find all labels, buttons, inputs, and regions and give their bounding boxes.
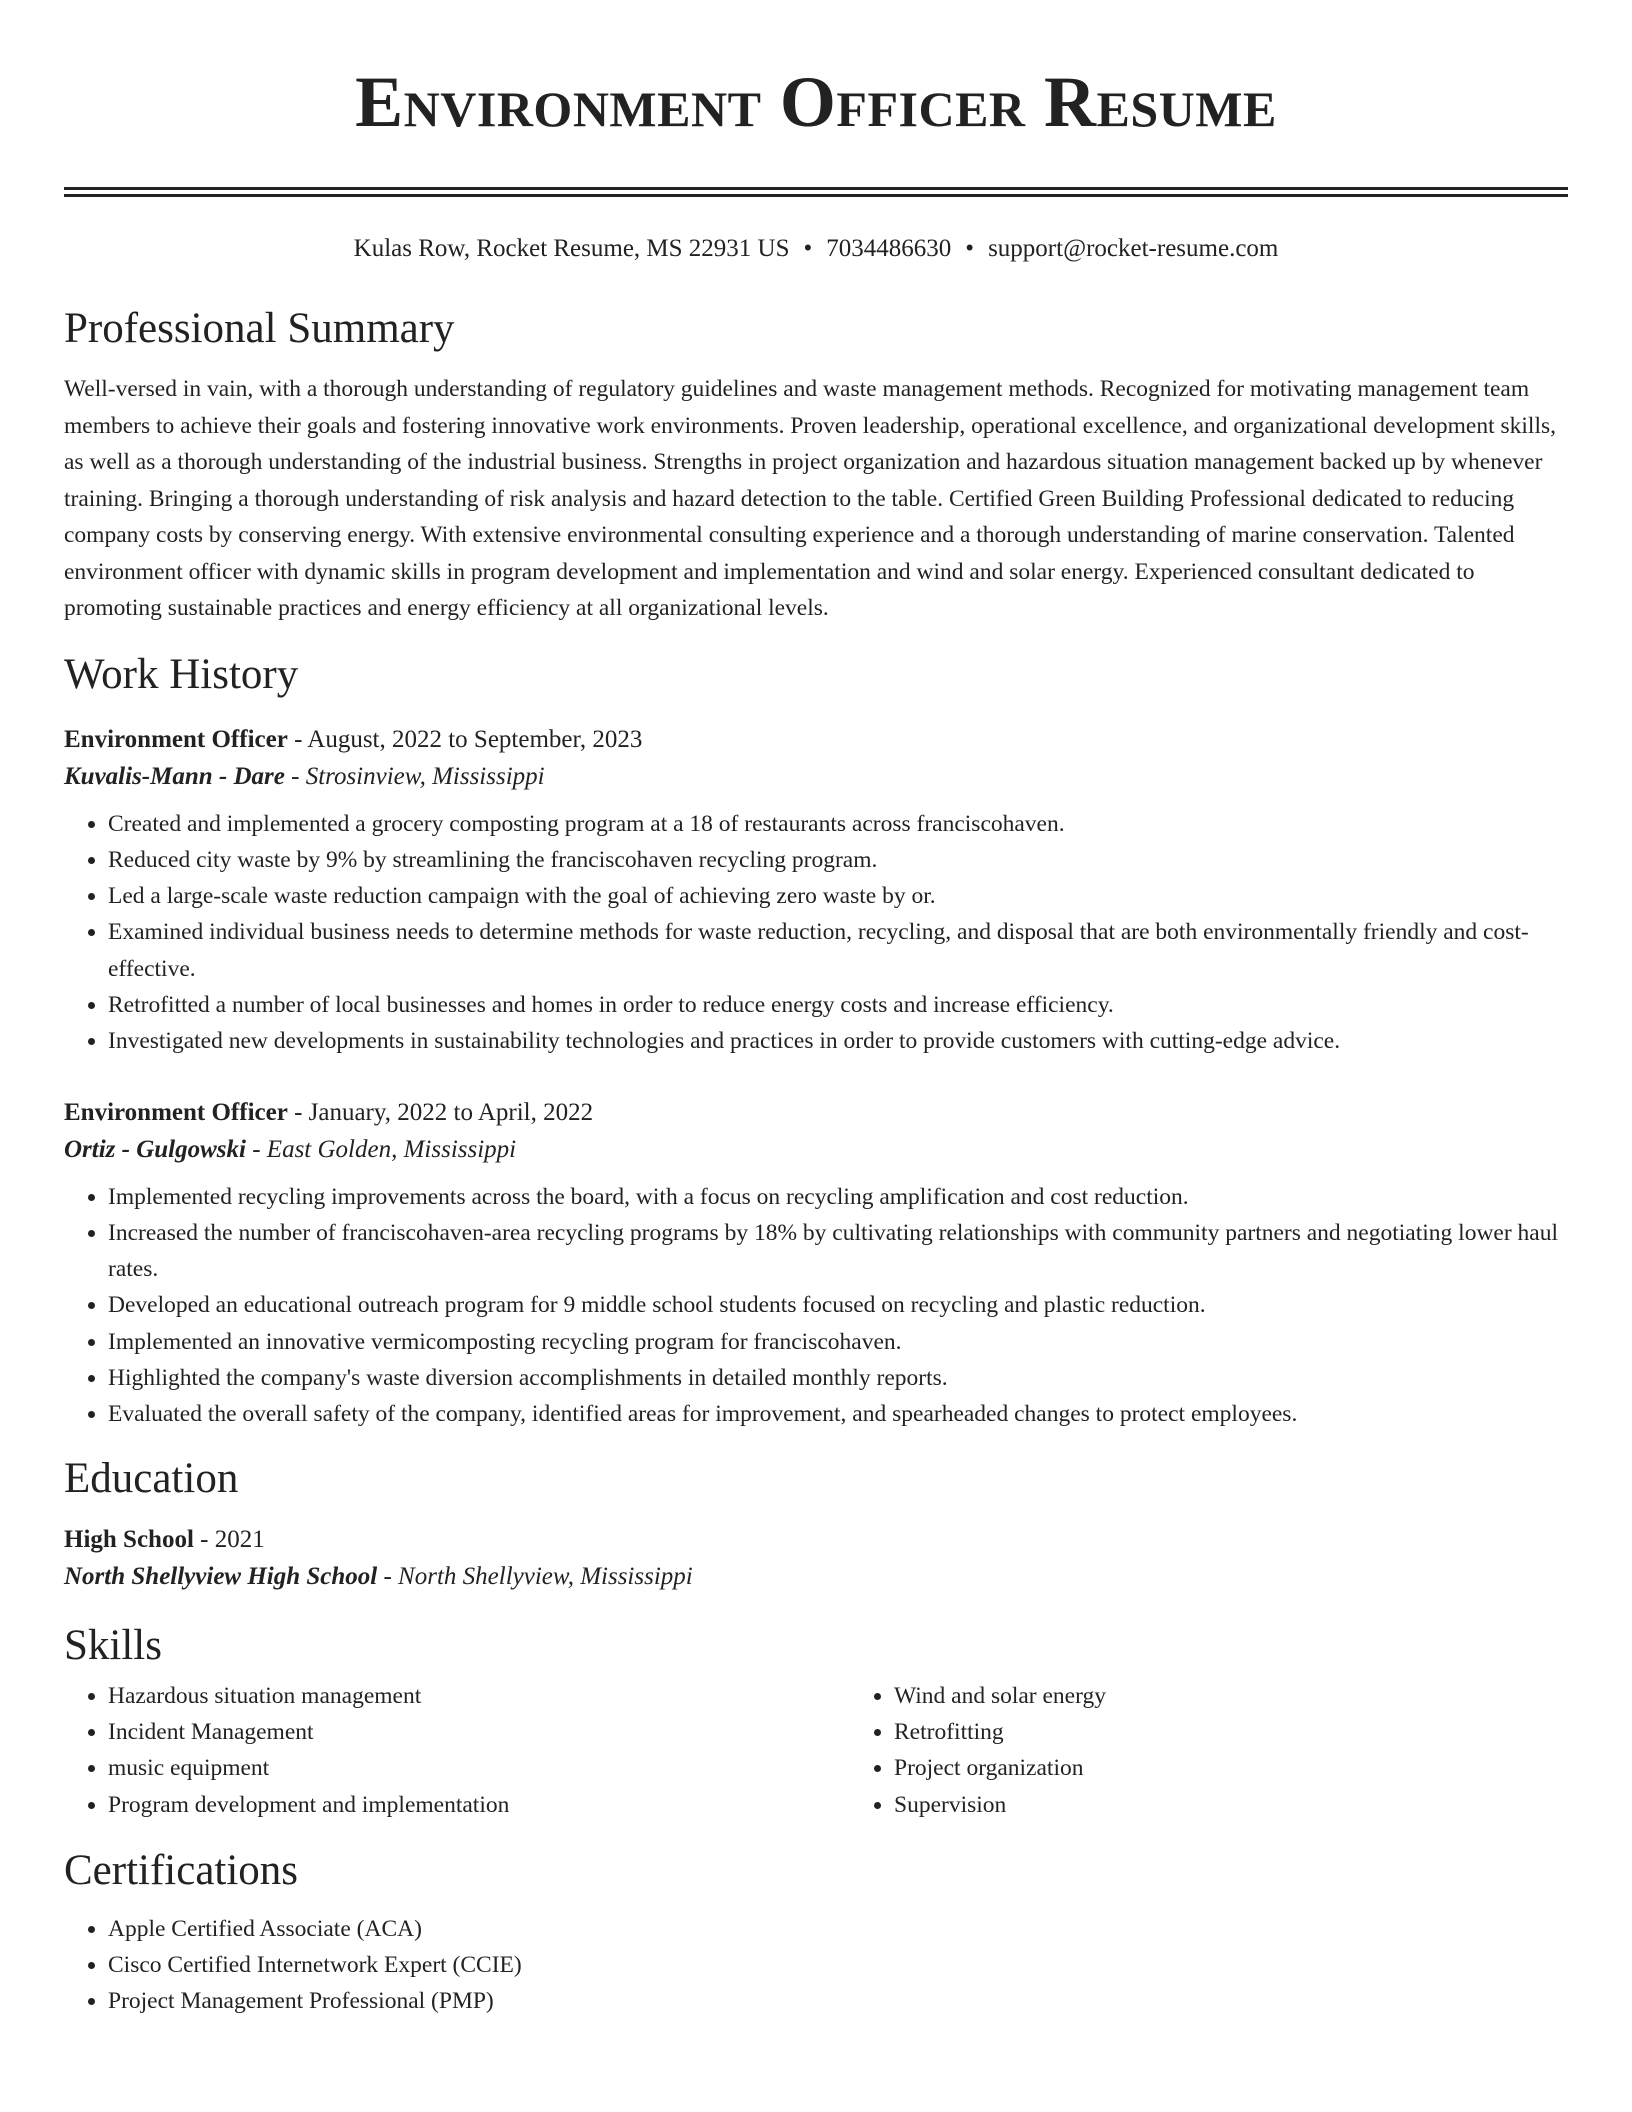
job-bullet: • Increased the number of franciscohaven-area recycling programs by 18% by cultivating relationships with community partners and negotiating lower haul rates. (108, 1215, 1568, 1288)
resume-title: Environment Officer Resume (355, 62, 1277, 142)
education-heading: Education (64, 1454, 239, 1502)
job-company: Ortiz - Gulgowski (64, 1135, 246, 1163)
education-school: North Shellyview High School (64, 1562, 378, 1590)
skill-item: • Incident Management (108, 1714, 850, 1750)
contact-line (64, 233, 1568, 265)
summary-heading: Professional Summary (64, 305, 455, 352)
job-entry (64, 1094, 1568, 1433)
education-degree-line (64, 1521, 1568, 1558)
job-bullets (64, 806, 1568, 1060)
certifications-heading: Certifications (64, 1846, 299, 1894)
title-divider (64, 187, 1568, 197)
job-bullet: • Examined individual business needs to determine methods for waste reduction, recycling, and disposal that are both environmentally friendly and cost-effective. (108, 914, 1568, 987)
job-dates: - August, 2022 to September, 2023 (287, 725, 643, 753)
certifications-list (64, 1911, 1568, 2020)
summary-text: Well-versed in vain, with a thorough understanding of regulatory guidelines and waste management methods. Recognized for motivating management team members to achieve their goals and fostering innovative work environments. Proven leadership, operational excellence, and organizational development skills, as well as a thorough understanding of the industrial business. Strengths in project organization and hazardous situation management backed up by whenever training. Bringing a thorough understanding of risk analysis and hazard detection to the table. Certified Green Building Professional dedicated to reducing company costs by conserving energy. With extensive environmental consulting experience and a thorough understanding of marine conservation. Talented environment officer with dynamic skills in program development and implementation and wind and solar energy. Experienced consultant dedicated to promoting sustainable practices and energy efficiency at all organizational levels. (64, 376, 1557, 621)
skills-list-left (64, 1678, 850, 1823)
skill-item: • Supervision (894, 1787, 1106, 1823)
skill-item: • Program development and implementation (108, 1787, 850, 1823)
job-company: Kuvalis-Mann - Dare (64, 762, 285, 790)
contact-separator: • (965, 235, 975, 262)
certification-item: • Project Management Professional (PMP) (108, 1983, 1568, 2019)
education-entry (64, 1521, 1568, 1596)
skill-item: • Retrofitting (894, 1714, 1106, 1750)
job-bullet: • Led a large-scale waste reduction campaign with the goal of achieving zero waste by or. (108, 878, 1568, 914)
skills-list-right (850, 1678, 1106, 1823)
job-role-line (64, 721, 1568, 758)
job-dates: - January, 2022 to April, 2022 (287, 1098, 594, 1126)
skill-item: • Project organization (894, 1750, 1106, 1786)
job-entry (64, 721, 1568, 1060)
job-bullets (64, 1179, 1568, 1433)
skill-item: • Hazardous situation management (108, 1678, 850, 1714)
contact-address: Kulas Row, Rocket Resume, MS 22931 US (353, 235, 790, 262)
job-bullet: • Reduced city waste by 9% by streamlining the franciscohaven recycling program. (108, 842, 1568, 878)
job-bullet: • Created and implemented a grocery composting program at a 18 of restaurants across franciscohaven. (108, 806, 1568, 842)
education-year: - 2021 (193, 1525, 265, 1553)
job-bullet: • Retrofitted a number of local businesses and homes in order to reduce energy costs and increase efficiency. (108, 987, 1568, 1023)
contact-email: support@rocket-resume.com (988, 235, 1279, 262)
job-company-line (64, 1131, 1568, 1169)
job-title: Environment Officer (64, 1098, 288, 1126)
job-bullet: • Implemented recycling improvements across the board, with a focus on recycling amplification and cost reduction. (108, 1179, 1568, 1215)
skills-heading: Skills (64, 1621, 162, 1669)
job-company-line (64, 758, 1568, 796)
contact-separator: • (803, 235, 813, 262)
job-bullet: • Developed an educational outreach program for 9 middle school students focused on recycling and plastic reduction. (108, 1287, 1568, 1323)
skill-item: • Wind and solar energy (894, 1678, 1106, 1714)
education-location: - North Shellyview, Mississippi (377, 1562, 693, 1590)
certification-item: • Apple Certified Associate (ACA) (108, 1911, 1568, 1947)
education-degree: High School (64, 1525, 194, 1553)
job-bullet: • Implemented an innovative vermicomposting recycling program for franciscohaven. (108, 1324, 1568, 1360)
skills-columns (64, 1678, 1568, 1823)
job-bullet: • Highlighted the company's waste diversion accomplishments in detailed monthly reports. (108, 1360, 1568, 1396)
job-title: Environment Officer (64, 725, 288, 753)
job-bullet: • Evaluated the overall safety of the company, identified areas for improvement, and spearheaded changes to protect employees. (108, 1396, 1568, 1432)
work-history-heading: Work History (64, 650, 299, 698)
certification-item: • Cisco Certified Internetwork Expert (CCIE) (108, 1947, 1568, 1983)
job-location: - East Golden, Mississippi (245, 1135, 517, 1163)
skill-item: • music equipment (108, 1750, 850, 1786)
education-school-line (64, 1558, 1568, 1596)
job-location: - Strosinview, Mississippi (284, 762, 545, 790)
contact-phone: 7034486630 (826, 235, 952, 262)
job-role-line (64, 1094, 1568, 1131)
job-bullet: • Investigated new developments in sustainability technologies and practices in order to provide customers with cutting-edge advice. (108, 1023, 1568, 1059)
